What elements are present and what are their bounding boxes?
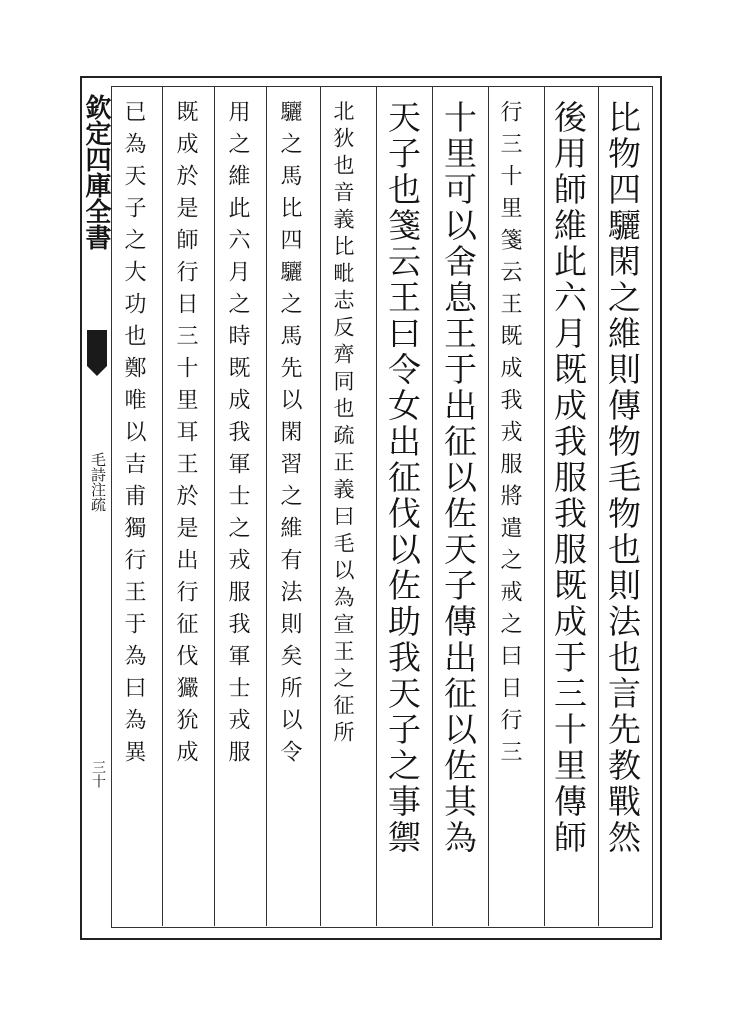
column-rule: [598, 86, 599, 926]
text-column-5: 天子也箋云王曰令女出征伐以佐助我天子之事禦: [383, 100, 422, 856]
text-column-9: 既成於是師行日三十里耳王於是出行征伐玁狁成: [173, 100, 198, 772]
column-rule: [266, 86, 267, 926]
text-column-8: 用之維此六月之時既成我軍士之戎服我軍士戎服: [225, 100, 250, 772]
column-rule: [376, 86, 377, 926]
text-column-1: 比物四驪閑之維則傳物毛物也則法也言先教戰然: [603, 100, 642, 856]
column-rule: [214, 86, 215, 926]
column-rule: [432, 86, 433, 926]
book-title: 毛詩注疏: [89, 452, 107, 512]
text-column-10: 已為天子之大功也鄭唯以吉甫獨行王于為曰為異: [121, 100, 146, 772]
text-column-2: 後用師維此六月既成我服我服既成于三十里傳師: [549, 100, 588, 856]
page-number: 三十: [90, 760, 106, 788]
fish-tail-mark: [87, 330, 107, 366]
column-rule: [488, 86, 489, 926]
column-rule: [320, 86, 321, 926]
text-column-4: 十里可以舍息王于出征以佐天子傳出征以佐其為: [439, 100, 478, 856]
text-column-6: 北狄也音義比毗志反齊同也疏正義曰毛以為宣王之征所: [331, 100, 355, 748]
collection-title: 欽定四庫全書: [81, 94, 111, 250]
column-rule: [544, 86, 545, 926]
text-column-3: 行三十里箋云王既成我戎服將遣之戒之曰日行三: [497, 100, 522, 772]
column-rule: [162, 86, 163, 926]
text-column-7: 驪之馬比四驪之馬先以閑習之維有法則矣所以令: [277, 100, 302, 772]
